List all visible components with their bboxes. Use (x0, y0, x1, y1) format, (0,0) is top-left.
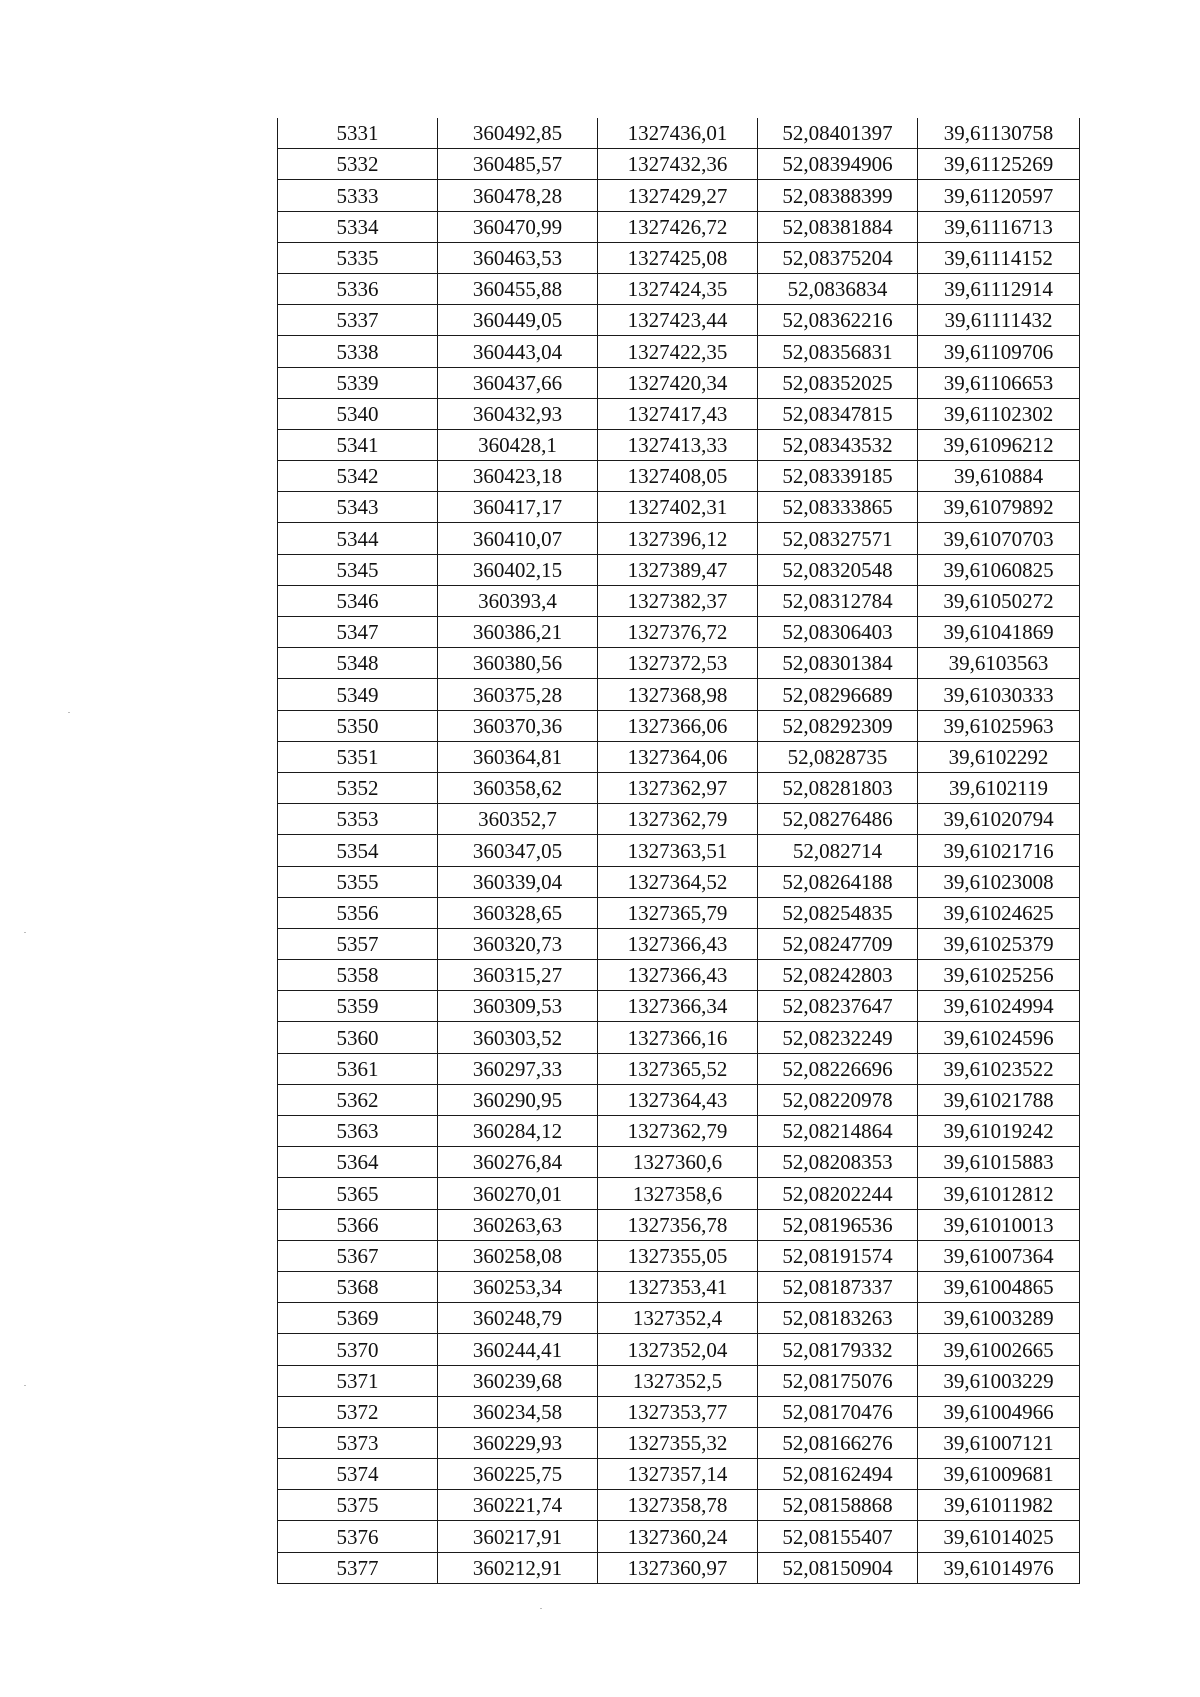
point-number-cell: 5350 (278, 710, 438, 741)
point-number-cell: 5357 (278, 928, 438, 959)
y-coordinate-cell: 1327360,24 (598, 1521, 758, 1552)
x-coordinate-cell: 360358,62 (438, 772, 598, 803)
latitude-cell: 52,08170476 (758, 1396, 918, 1427)
y-coordinate-cell: 1327425,08 (598, 242, 758, 273)
x-coordinate-cell: 360423,18 (438, 461, 598, 492)
latitude-cell: 52,08162494 (758, 1459, 918, 1490)
longitude-cell: 39,61096212 (918, 429, 1080, 460)
x-coordinate-cell: 360455,88 (438, 273, 598, 304)
latitude-cell: 52,0828735 (758, 741, 918, 772)
point-number-cell: 5339 (278, 367, 438, 398)
longitude-cell: 39,61079892 (918, 492, 1080, 523)
y-coordinate-cell: 1327358,78 (598, 1490, 758, 1521)
x-coordinate-cell: 360347,05 (438, 835, 598, 866)
x-coordinate-cell: 360352,7 (438, 804, 598, 835)
table-row (278, 866, 1080, 897)
latitude-cell: 52,08214864 (758, 1116, 918, 1147)
y-coordinate-cell: 1327423,44 (598, 305, 758, 336)
latitude-cell: 52,08327571 (758, 523, 918, 554)
x-coordinate-cell: 360463,53 (438, 242, 598, 273)
longitude-cell: 39,61015883 (918, 1147, 1080, 1178)
point-number-cell: 5338 (278, 336, 438, 367)
table-row (278, 1178, 1080, 1209)
longitude-cell: 39,61114152 (918, 242, 1080, 273)
longitude-cell: 39,61010013 (918, 1209, 1080, 1240)
scan-speck (68, 712, 70, 713)
x-coordinate-cell: 360258,08 (438, 1240, 598, 1271)
table-row (278, 1271, 1080, 1302)
y-coordinate-cell: 1327353,41 (598, 1271, 758, 1302)
x-coordinate-cell: 360492,85 (438, 118, 598, 149)
longitude-cell: 39,61024596 (918, 1022, 1080, 1053)
longitude-cell: 39,61116713 (918, 211, 1080, 242)
longitude-cell: 39,61106653 (918, 367, 1080, 398)
latitude-cell: 52,08306403 (758, 617, 918, 648)
x-coordinate-cell: 360290,95 (438, 1084, 598, 1115)
table-row (278, 523, 1080, 554)
table-row (278, 928, 1080, 959)
longitude-cell: 39,61014025 (918, 1521, 1080, 1552)
longitude-cell: 39,61125269 (918, 149, 1080, 180)
x-coordinate-cell: 360370,36 (438, 710, 598, 741)
x-coordinate-cell: 360229,93 (438, 1427, 598, 1458)
y-coordinate-cell: 1327352,04 (598, 1334, 758, 1365)
point-number-cell: 5333 (278, 180, 438, 211)
table-row (278, 461, 1080, 492)
x-coordinate-cell: 360244,41 (438, 1334, 598, 1365)
longitude-cell: 39,61021788 (918, 1084, 1080, 1115)
point-number-cell: 5363 (278, 1116, 438, 1147)
longitude-cell: 39,61111432 (918, 305, 1080, 336)
latitude-cell: 52,08312784 (758, 585, 918, 616)
longitude-cell: 39,61002665 (918, 1334, 1080, 1365)
x-coordinate-cell: 360417,17 (438, 492, 598, 523)
point-number-cell: 5356 (278, 897, 438, 928)
point-number-cell: 5347 (278, 617, 438, 648)
x-coordinate-cell: 360315,27 (438, 960, 598, 991)
longitude-cell: 39,61070703 (918, 523, 1080, 554)
y-coordinate-cell: 1327417,43 (598, 398, 758, 429)
point-number-cell: 5358 (278, 960, 438, 991)
latitude-cell: 52,08175076 (758, 1365, 918, 1396)
point-number-cell: 5361 (278, 1053, 438, 1084)
table-row (278, 1053, 1080, 1084)
y-coordinate-cell: 1327368,98 (598, 679, 758, 710)
point-number-cell: 5375 (278, 1490, 438, 1521)
latitude-cell: 52,08226696 (758, 1053, 918, 1084)
latitude-cell: 52,08375204 (758, 242, 918, 273)
longitude-cell: 39,61014976 (918, 1552, 1080, 1583)
longitude-cell: 39,61003229 (918, 1365, 1080, 1396)
table-row (278, 1552, 1080, 1583)
latitude-cell: 52,08247709 (758, 928, 918, 959)
latitude-cell: 52,08191574 (758, 1240, 918, 1271)
y-coordinate-cell: 1327360,97 (598, 1552, 758, 1583)
x-coordinate-cell: 360309,53 (438, 991, 598, 1022)
latitude-cell: 52,08254835 (758, 897, 918, 928)
x-coordinate-cell: 360263,63 (438, 1209, 598, 1240)
longitude-cell: 39,61109706 (918, 336, 1080, 367)
y-coordinate-cell: 1327363,51 (598, 835, 758, 866)
point-number-cell: 5334 (278, 211, 438, 242)
longitude-cell: 39,6102119 (918, 772, 1080, 803)
latitude-cell: 52,08158868 (758, 1490, 918, 1521)
x-coordinate-cell: 360478,28 (438, 180, 598, 211)
y-coordinate-cell: 1327366,06 (598, 710, 758, 741)
table-row (278, 1427, 1080, 1458)
point-number-cell: 5353 (278, 804, 438, 835)
y-coordinate-cell: 1327422,35 (598, 336, 758, 367)
point-number-cell: 5331 (278, 118, 438, 149)
latitude-cell: 52,08264188 (758, 866, 918, 897)
table-row (278, 991, 1080, 1022)
point-number-cell: 5352 (278, 772, 438, 803)
latitude-cell: 52,08202244 (758, 1178, 918, 1209)
scan-speck (540, 1608, 542, 1609)
table-row (278, 1022, 1080, 1053)
x-coordinate-cell: 360428,1 (438, 429, 598, 460)
x-coordinate-cell: 360248,79 (438, 1303, 598, 1334)
point-number-cell: 5341 (278, 429, 438, 460)
table-row (278, 336, 1080, 367)
y-coordinate-cell: 1327366,43 (598, 928, 758, 959)
latitude-cell: 52,08381884 (758, 211, 918, 242)
longitude-cell: 39,6103563 (918, 648, 1080, 679)
latitude-cell: 52,08352025 (758, 367, 918, 398)
latitude-cell: 52,08166276 (758, 1427, 918, 1458)
latitude-cell: 52,08347815 (758, 398, 918, 429)
y-coordinate-cell: 1327355,05 (598, 1240, 758, 1271)
longitude-cell: 39,61024625 (918, 897, 1080, 928)
point-number-cell: 5376 (278, 1521, 438, 1552)
y-coordinate-cell: 1327362,97 (598, 772, 758, 803)
table-row (278, 1334, 1080, 1365)
point-number-cell: 5364 (278, 1147, 438, 1178)
x-coordinate-cell: 360284,12 (438, 1116, 598, 1147)
longitude-cell: 39,61011982 (918, 1490, 1080, 1521)
table-row (278, 1303, 1080, 1334)
latitude-cell: 52,08333865 (758, 492, 918, 523)
x-coordinate-cell: 360364,81 (438, 741, 598, 772)
y-coordinate-cell: 1327436,01 (598, 118, 758, 149)
y-coordinate-cell: 1327424,35 (598, 273, 758, 304)
x-coordinate-cell: 360320,73 (438, 928, 598, 959)
x-coordinate-cell: 360410,07 (438, 523, 598, 554)
point-number-cell: 5370 (278, 1334, 438, 1365)
y-coordinate-cell: 1327372,53 (598, 648, 758, 679)
x-coordinate-cell: 360380,56 (438, 648, 598, 679)
point-number-cell: 5348 (278, 648, 438, 679)
y-coordinate-cell: 1327376,72 (598, 617, 758, 648)
point-number-cell: 5343 (278, 492, 438, 523)
latitude-cell: 52,08343532 (758, 429, 918, 460)
y-coordinate-cell: 1327365,79 (598, 897, 758, 928)
latitude-cell: 52,08208353 (758, 1147, 918, 1178)
y-coordinate-cell: 1327364,43 (598, 1084, 758, 1115)
y-coordinate-cell: 1327365,52 (598, 1053, 758, 1084)
y-coordinate-cell: 1327389,47 (598, 554, 758, 585)
table-row (278, 897, 1080, 928)
table-row (278, 1240, 1080, 1271)
point-number-cell: 5368 (278, 1271, 438, 1302)
point-number-cell: 5371 (278, 1365, 438, 1396)
x-coordinate-cell: 360443,04 (438, 336, 598, 367)
coordinates-table-body (278, 118, 1080, 1583)
latitude-cell: 52,082714 (758, 835, 918, 866)
longitude-cell: 39,6102292 (918, 741, 1080, 772)
table-row (278, 772, 1080, 803)
longitude-cell: 39,61130758 (918, 118, 1080, 149)
x-coordinate-cell: 360297,33 (438, 1053, 598, 1084)
point-number-cell: 5342 (278, 461, 438, 492)
point-number-cell: 5349 (278, 679, 438, 710)
table-row (278, 149, 1080, 180)
coordinates-table (277, 118, 1080, 1584)
table-row (278, 211, 1080, 242)
point-number-cell: 5335 (278, 242, 438, 273)
table-row (278, 554, 1080, 585)
y-coordinate-cell: 1327366,43 (598, 960, 758, 991)
longitude-cell: 39,61020794 (918, 804, 1080, 835)
latitude-cell: 52,08187337 (758, 1271, 918, 1302)
table-row (278, 492, 1080, 523)
latitude-cell: 52,08362216 (758, 305, 918, 336)
latitude-cell: 52,08401397 (758, 118, 918, 149)
point-number-cell: 5332 (278, 149, 438, 180)
point-number-cell: 5360 (278, 1022, 438, 1053)
y-coordinate-cell: 1327352,5 (598, 1365, 758, 1396)
point-number-cell: 5365 (278, 1178, 438, 1209)
latitude-cell: 52,08394906 (758, 149, 918, 180)
y-coordinate-cell: 1327358,6 (598, 1178, 758, 1209)
y-coordinate-cell: 1327408,05 (598, 461, 758, 492)
table-row (278, 1147, 1080, 1178)
x-coordinate-cell: 360432,93 (438, 398, 598, 429)
latitude-cell: 52,0836834 (758, 273, 918, 304)
x-coordinate-cell: 360239,68 (438, 1365, 598, 1396)
table-row (278, 273, 1080, 304)
point-number-cell: 5372 (278, 1396, 438, 1427)
x-coordinate-cell: 360270,01 (438, 1178, 598, 1209)
x-coordinate-cell: 360253,34 (438, 1271, 598, 1302)
longitude-cell: 39,61112914 (918, 273, 1080, 304)
table-row (278, 648, 1080, 679)
table-row (278, 1459, 1080, 1490)
table-row (278, 398, 1080, 429)
longitude-cell: 39,61060825 (918, 554, 1080, 585)
x-coordinate-cell: 360217,91 (438, 1521, 598, 1552)
point-number-cell: 5354 (278, 835, 438, 866)
x-coordinate-cell: 360276,84 (438, 1147, 598, 1178)
table-row (278, 1490, 1080, 1521)
point-number-cell: 5362 (278, 1084, 438, 1115)
y-coordinate-cell: 1327413,33 (598, 429, 758, 460)
point-number-cell: 5351 (278, 741, 438, 772)
latitude-cell: 52,08183263 (758, 1303, 918, 1334)
table-row (278, 585, 1080, 616)
x-coordinate-cell: 360375,28 (438, 679, 598, 710)
latitude-cell: 52,08196536 (758, 1209, 918, 1240)
table-row (278, 242, 1080, 273)
point-number-cell: 5337 (278, 305, 438, 336)
scan-speck (24, 1385, 26, 1386)
y-coordinate-cell: 1327382,37 (598, 585, 758, 616)
longitude-cell: 39,61050272 (918, 585, 1080, 616)
y-coordinate-cell: 1327357,14 (598, 1459, 758, 1490)
longitude-cell: 39,61012812 (918, 1178, 1080, 1209)
latitude-cell: 52,08292309 (758, 710, 918, 741)
latitude-cell: 52,08237647 (758, 991, 918, 1022)
table-row (278, 1521, 1080, 1552)
y-coordinate-cell: 1327362,79 (598, 1116, 758, 1147)
y-coordinate-cell: 1327364,52 (598, 866, 758, 897)
table-row (278, 1116, 1080, 1147)
latitude-cell: 52,08320548 (758, 554, 918, 585)
scan-speck (24, 932, 26, 933)
x-coordinate-cell: 360437,66 (438, 367, 598, 398)
latitude-cell: 52,08296689 (758, 679, 918, 710)
point-number-cell: 5344 (278, 523, 438, 554)
longitude-cell: 39,61019242 (918, 1116, 1080, 1147)
table-row (278, 679, 1080, 710)
y-coordinate-cell: 1327426,72 (598, 211, 758, 242)
y-coordinate-cell: 1327364,06 (598, 741, 758, 772)
x-coordinate-cell: 360221,74 (438, 1490, 598, 1521)
y-coordinate-cell: 1327432,36 (598, 149, 758, 180)
longitude-cell: 39,61023008 (918, 866, 1080, 897)
y-coordinate-cell: 1327362,79 (598, 804, 758, 835)
point-number-cell: 5336 (278, 273, 438, 304)
x-coordinate-cell: 360303,52 (438, 1022, 598, 1053)
point-number-cell: 5377 (278, 1552, 438, 1583)
table-row (278, 180, 1080, 211)
latitude-cell: 52,08356831 (758, 336, 918, 367)
point-number-cell: 5369 (278, 1303, 438, 1334)
table-row (278, 804, 1080, 835)
latitude-cell: 52,08339185 (758, 461, 918, 492)
longitude-cell: 39,61004966 (918, 1396, 1080, 1427)
table-row (278, 1396, 1080, 1427)
y-coordinate-cell: 1327356,78 (598, 1209, 758, 1240)
longitude-cell: 39,61007121 (918, 1427, 1080, 1458)
latitude-cell: 52,08220978 (758, 1084, 918, 1115)
table-row (278, 960, 1080, 991)
latitude-cell: 52,08150904 (758, 1552, 918, 1583)
longitude-cell: 39,61025256 (918, 960, 1080, 991)
x-coordinate-cell: 360386,21 (438, 617, 598, 648)
longitude-cell: 39,61023522 (918, 1053, 1080, 1084)
latitude-cell: 52,08388399 (758, 180, 918, 211)
latitude-cell: 52,08276486 (758, 804, 918, 835)
table-row (278, 1365, 1080, 1396)
longitude-cell: 39,61024994 (918, 991, 1080, 1022)
longitude-cell: 39,61009681 (918, 1459, 1080, 1490)
x-coordinate-cell: 360339,04 (438, 866, 598, 897)
table-row (278, 835, 1080, 866)
latitude-cell: 52,08281803 (758, 772, 918, 803)
y-coordinate-cell: 1327366,34 (598, 991, 758, 1022)
table-row (278, 305, 1080, 336)
x-coordinate-cell: 360212,91 (438, 1552, 598, 1583)
y-coordinate-cell: 1327360,6 (598, 1147, 758, 1178)
latitude-cell: 52,08301384 (758, 648, 918, 679)
point-number-cell: 5367 (278, 1240, 438, 1271)
y-coordinate-cell: 1327355,32 (598, 1427, 758, 1458)
longitude-cell: 39,61025963 (918, 710, 1080, 741)
table-row (278, 741, 1080, 772)
x-coordinate-cell: 360485,57 (438, 149, 598, 180)
y-coordinate-cell: 1327352,4 (598, 1303, 758, 1334)
longitude-cell: 39,61041869 (918, 617, 1080, 648)
y-coordinate-cell: 1327420,34 (598, 367, 758, 398)
longitude-cell: 39,610884 (918, 461, 1080, 492)
table-row (278, 710, 1080, 741)
x-coordinate-cell: 360328,65 (438, 897, 598, 928)
table-row (278, 429, 1080, 460)
point-number-cell: 5366 (278, 1209, 438, 1240)
x-coordinate-cell: 360449,05 (438, 305, 598, 336)
x-coordinate-cell: 360402,15 (438, 554, 598, 585)
y-coordinate-cell: 1327402,31 (598, 492, 758, 523)
table-row (278, 1084, 1080, 1115)
x-coordinate-cell: 360470,99 (438, 211, 598, 242)
longitude-cell: 39,61102302 (918, 398, 1080, 429)
point-number-cell: 5374 (278, 1459, 438, 1490)
y-coordinate-cell: 1327366,16 (598, 1022, 758, 1053)
point-number-cell: 5340 (278, 398, 438, 429)
x-coordinate-cell: 360234,58 (438, 1396, 598, 1427)
longitude-cell: 39,61003289 (918, 1303, 1080, 1334)
latitude-cell: 52,08232249 (758, 1022, 918, 1053)
latitude-cell: 52,08155407 (758, 1521, 918, 1552)
point-number-cell: 5373 (278, 1427, 438, 1458)
table-row (278, 367, 1080, 398)
point-number-cell: 5355 (278, 866, 438, 897)
latitude-cell: 52,08179332 (758, 1334, 918, 1365)
longitude-cell: 39,61030333 (918, 679, 1080, 710)
longitude-cell: 39,61021716 (918, 835, 1080, 866)
longitude-cell: 39,61120597 (918, 180, 1080, 211)
table-row (278, 617, 1080, 648)
point-number-cell: 5359 (278, 991, 438, 1022)
x-coordinate-cell: 360225,75 (438, 1459, 598, 1490)
longitude-cell: 39,61004865 (918, 1271, 1080, 1302)
table-row (278, 1209, 1080, 1240)
point-number-cell: 5346 (278, 585, 438, 616)
point-number-cell: 5345 (278, 554, 438, 585)
longitude-cell: 39,61025379 (918, 928, 1080, 959)
y-coordinate-cell: 1327429,27 (598, 180, 758, 211)
y-coordinate-cell: 1327396,12 (598, 523, 758, 554)
latitude-cell: 52,08242803 (758, 960, 918, 991)
longitude-cell: 39,61007364 (918, 1240, 1080, 1271)
y-coordinate-cell: 1327353,77 (598, 1396, 758, 1427)
x-coordinate-cell: 360393,4 (438, 585, 598, 616)
table-row (278, 118, 1080, 149)
